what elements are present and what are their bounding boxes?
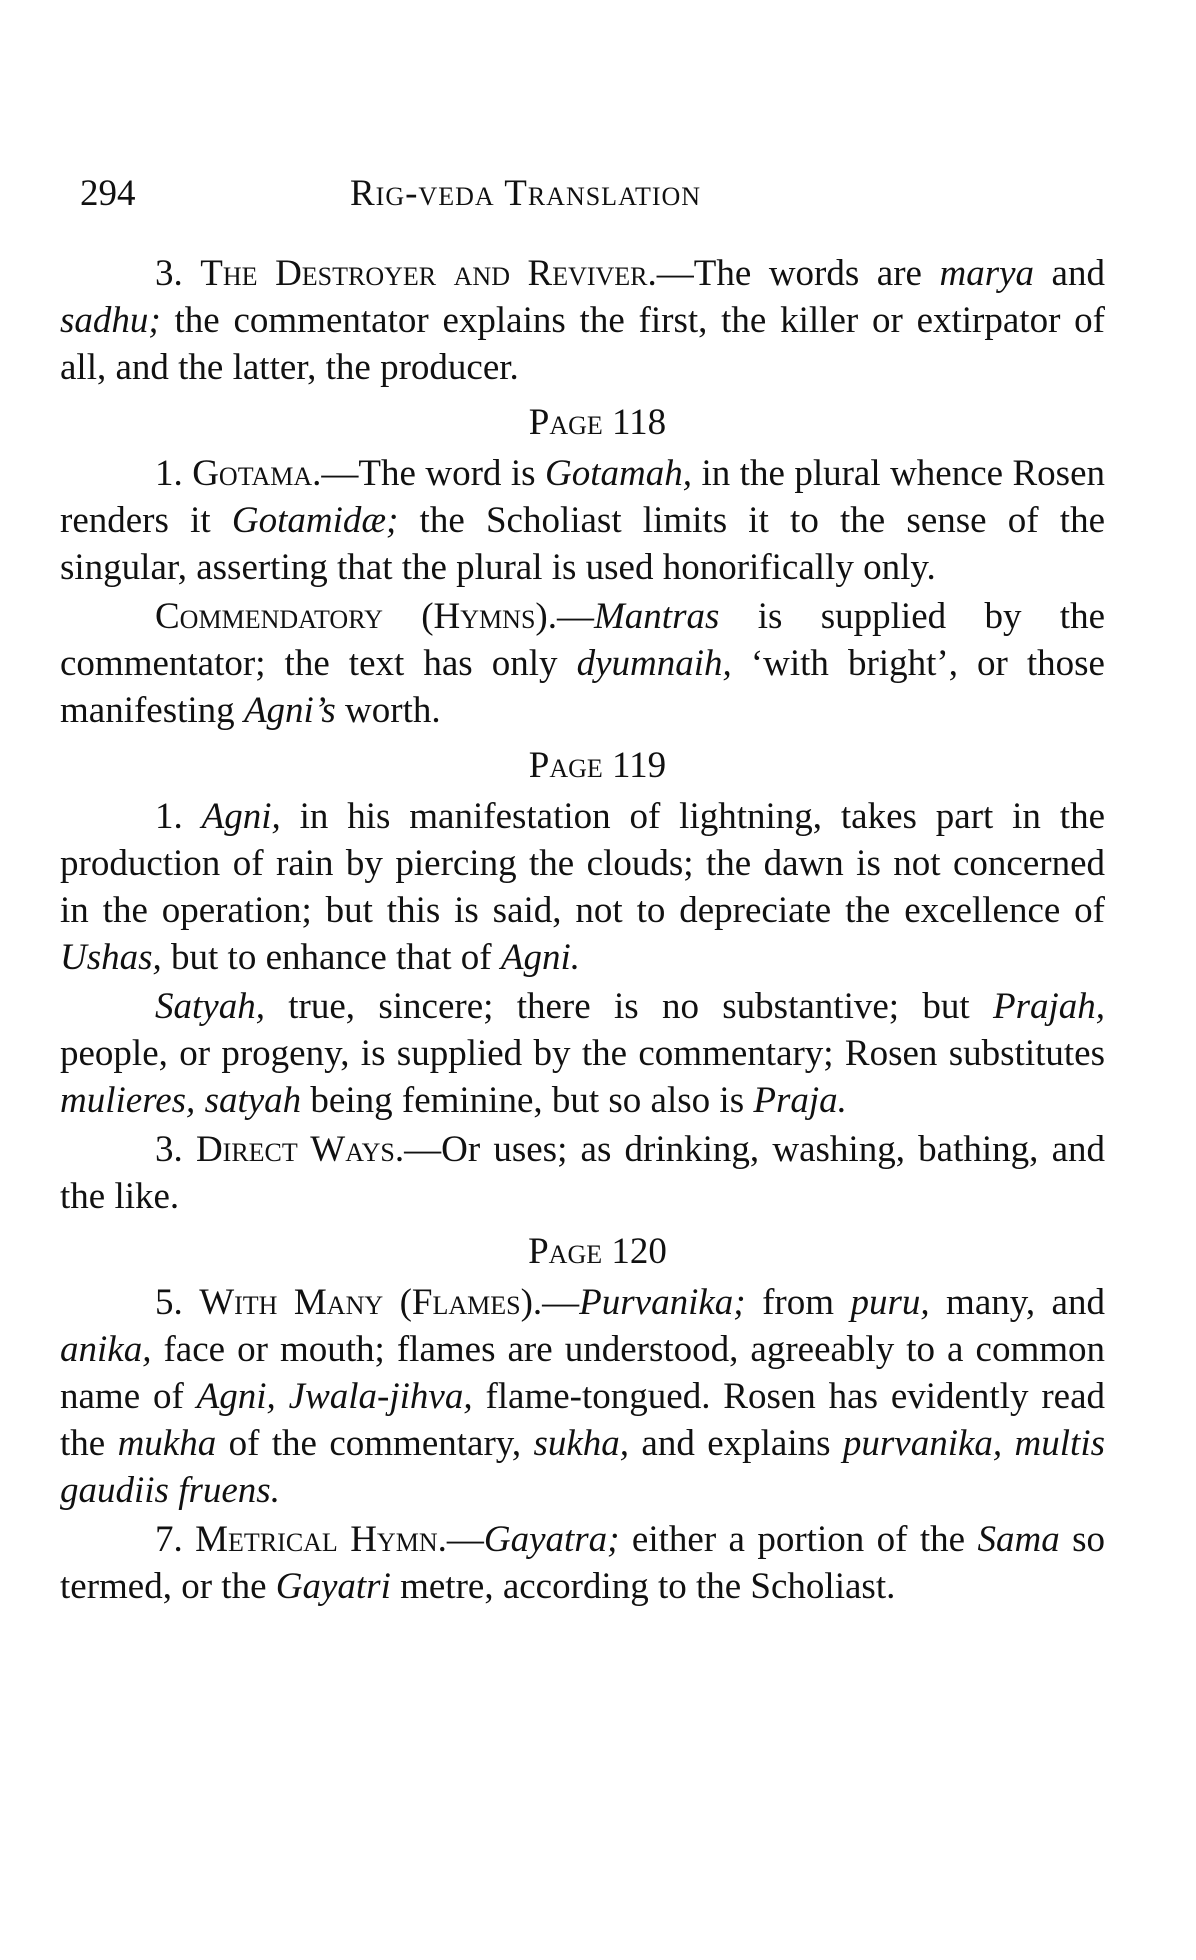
italic-term: Agni, — [196, 1376, 276, 1417]
text-run: and — [1034, 253, 1105, 294]
text-run: The word is — [358, 453, 546, 494]
text-run: in his manifestation of lightning, takes part in the production of rain by piercing the clouds; the dawn is not concerned in the operation; but this is said, not to depreciate the excellence of — [60, 796, 1105, 931]
italic-term: sadhu; — [60, 300, 161, 341]
text-run: Or uses; as drinking, washing, bathing, and the like. — [60, 1129, 1105, 1217]
text-run — [195, 1080, 204, 1121]
italic-term: satyah — [204, 1080, 302, 1121]
running-title: Rig-veda Translation — [350, 173, 702, 214]
text-run: but to enhance that of — [161, 937, 501, 978]
text-run: face or mouth; flames are understood, agreeably to a common name of — [60, 1329, 1105, 1417]
text-run: the commentator explains the first, the killer or extirpator of all, and the latter, the producer. — [60, 300, 1105, 388]
text-run: metre, according to the Scholiast. — [390, 1566, 896, 1607]
text-run: worth. — [335, 690, 441, 731]
italic-term: dyumnaih, — [576, 643, 732, 684]
note-heading: Commendatory (Hymns). — [155, 596, 557, 637]
italic-term: Mantras — [593, 596, 720, 637]
em-dash: — — [542, 1282, 580, 1323]
text-run: and explains — [629, 1423, 843, 1464]
em-dash: — — [446, 1519, 484, 1560]
note-paragraph — [60, 983, 1105, 1124]
page-header — [80, 170, 1100, 226]
italic-term: multis gaudiis fruens. — [60, 1423, 1106, 1511]
italic-term: Gotamidæ; — [231, 500, 399, 541]
text-run: many, and — [929, 1282, 1105, 1323]
text-run — [1002, 1423, 1014, 1464]
note-paragraph — [60, 1279, 1105, 1514]
italic-term: anika, — [60, 1329, 152, 1370]
text-run — [276, 1376, 289, 1417]
text-run: ‘with bright’, or those manifesting — [60, 643, 1105, 731]
italic-term: purvanika, — [842, 1423, 1003, 1464]
note-number: 3. — [155, 253, 183, 294]
italic-term: Prajah, — [992, 986, 1105, 1027]
text-run: from — [745, 1282, 851, 1323]
em-dash: — — [556, 596, 594, 637]
em-dash: — — [404, 1129, 442, 1170]
note-paragraph — [60, 1126, 1105, 1220]
italic-term: mulieres, — [60, 1080, 196, 1121]
text-run: being feminine, but so also is — [301, 1080, 754, 1121]
text-run: of the commentary, — [216, 1423, 534, 1464]
italic-term: Agni. — [500, 937, 580, 978]
italic-term: mukha — [117, 1423, 217, 1464]
text-run: in the plural whence Rosen renders it — [60, 453, 1106, 541]
text-run: The words are — [693, 253, 940, 294]
text-run: people, or progeny, is supplied by the commentary; Rosen substitutes — [60, 1033, 1105, 1074]
italic-term: Gayatra; — [483, 1519, 620, 1560]
note-paragraph — [60, 593, 1105, 734]
italic-term: marya — [939, 253, 1035, 294]
italic-term: Jwala-jihva, — [288, 1376, 473, 1417]
page-reference-heading: Page 119 — [528, 745, 667, 786]
italic-term: Agni’s — [243, 690, 336, 731]
note-number: 1. — [155, 453, 183, 494]
note-number: 1. — [155, 796, 183, 837]
text-run: so termed, or the — [60, 1519, 1105, 1607]
page-reference-heading: Page 118 — [528, 402, 667, 443]
text-run: true, sincere; there is no substantive; but — [264, 986, 993, 1027]
note-heading: Metrical Hymn. — [195, 1519, 447, 1560]
note-paragraph — [60, 450, 1105, 591]
text-run: is supplied by the commentator; the text has only — [60, 596, 1106, 684]
note-paragraph — [60, 793, 1105, 981]
em-dash: — — [656, 253, 694, 294]
italic-term: puru, — [850, 1282, 930, 1323]
italic-term: Agni, — [201, 796, 281, 837]
page-reference-heading: Page 120 — [528, 1231, 667, 1272]
italic-term: Sama — [977, 1519, 1060, 1560]
note-heading: With Many (Flames). — [199, 1282, 543, 1323]
text-run: the Scholiast limits it to the sense of the singular, asserting that the plural is used honorifically only. — [60, 500, 1105, 588]
note-heading: The Destroyer and Reviver. — [200, 253, 657, 294]
italic-term: Satyah, — [155, 986, 265, 1027]
note-number: 3. — [155, 1129, 183, 1170]
note-heading: Gotama. — [192, 453, 322, 494]
italic-term: Ushas, — [60, 937, 162, 978]
italic-term: Praja. — [753, 1080, 847, 1121]
note-paragraph — [60, 250, 1105, 391]
em-dash: — — [321, 453, 359, 494]
italic-term: Gayatri — [275, 1566, 391, 1607]
text-run: flame-tongued. Rosen has evidently read the — [60, 1376, 1106, 1464]
italic-term: sukha, — [533, 1423, 630, 1464]
italic-term: Purvanika; — [579, 1282, 746, 1323]
note-number: 5. — [155, 1282, 183, 1323]
text-run: either a portion of the — [619, 1519, 978, 1560]
note-number: 7. — [155, 1519, 183, 1560]
page-number: 294 — [80, 173, 136, 214]
italic-term: Gotamah, — [545, 453, 692, 494]
body-text — [60, 250, 1105, 1612]
note-paragraph — [60, 1516, 1105, 1610]
note-heading: Direct Ways. — [195, 1129, 405, 1170]
